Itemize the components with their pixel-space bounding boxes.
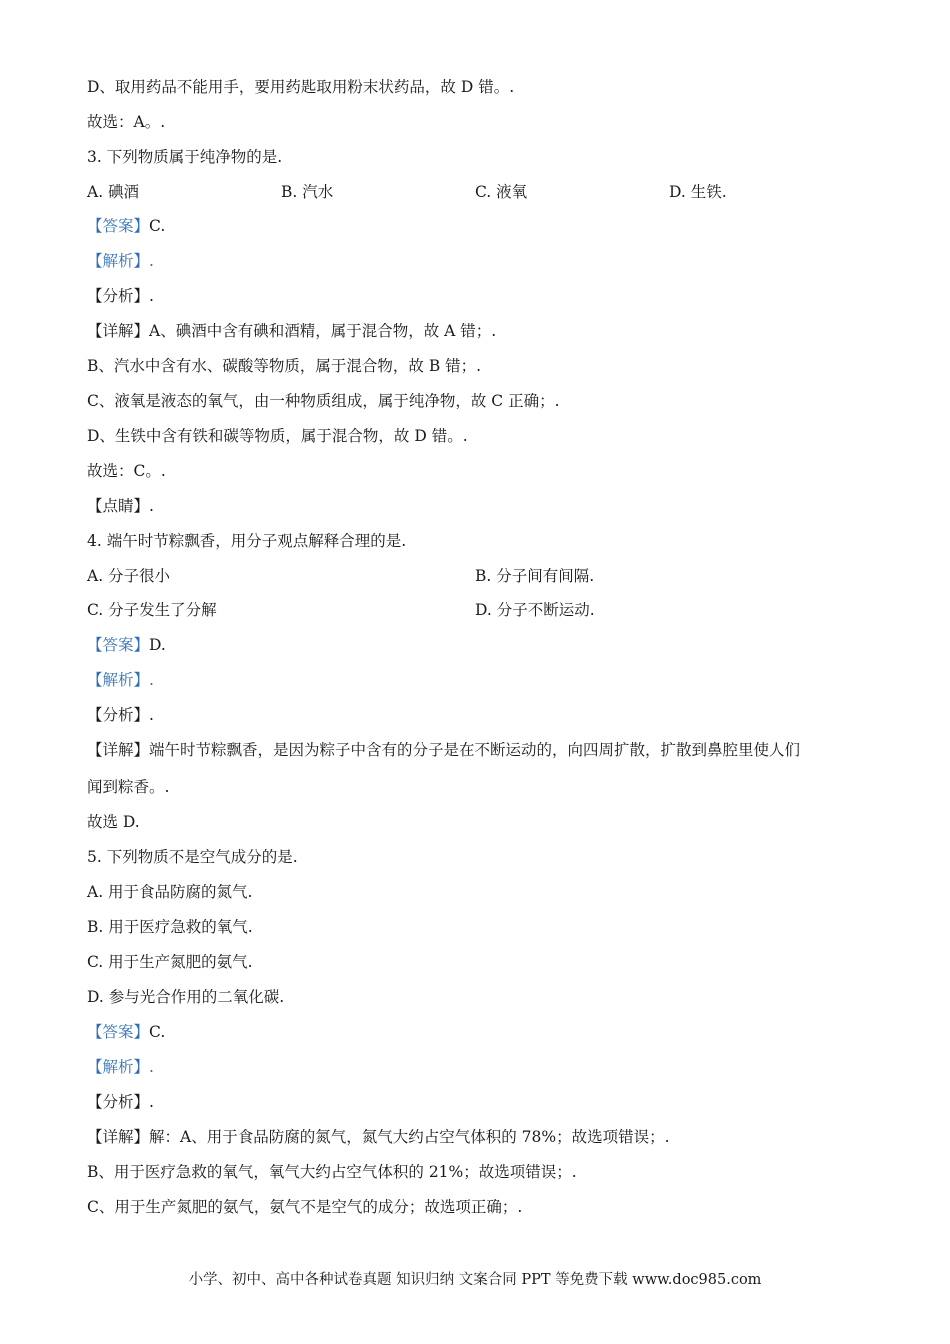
detail-tag: 【详解】 [87, 741, 150, 759]
detail-text: 端午时节粽飘香，是因为粽子中含有的分子是在不断运动的，向四周扩散，扩散到鼻腔里使人们 [149, 741, 801, 759]
q5-option-a: A. 用于食品防腐的氮气. [87, 883, 253, 901]
text-line: B、用于医疗急救的氧气，氧气大约占空气体积的 21%；故选项错误；. [87, 1163, 577, 1181]
detail-tag: 【详解】 [87, 1128, 150, 1146]
q4-option-d: D. 分子不断运动. [475, 601, 595, 619]
q3-answer [87, 216, 165, 236]
q4-fenxi: 【分析】. [87, 706, 154, 724]
answer-tag: 【答案】 [87, 1023, 150, 1041]
q5-option-d: D. 参与光合作用的二氧化碳. [87, 988, 285, 1006]
q3-detail [87, 321, 496, 341]
q4-option-c: C. 分子发生了分解 [87, 601, 217, 619]
text-line: B、汽水中含有水、碳酸等物质，属于混合物，故 B 错；. [87, 357, 482, 375]
q3-dianjing: 【点睛】. [87, 497, 154, 515]
text-line: D、取用药品不能用手，要用药匙取用粉末状药品，故 D 错。. [87, 78, 515, 96]
q4-answer [87, 635, 166, 655]
q3-select: 故选：C。. [87, 462, 166, 480]
question-4: 4. 端午时节粽飘香，用分子观点解释合理的是. [87, 532, 407, 550]
page-footer: 小学、初中、高中各种试卷真题 知识归纳 文案合同 PPT 等免费下载 www.doc985.com [188, 1272, 762, 1288]
detail-tag: 【详解】 [87, 322, 150, 340]
text-line: 闻到粽香。. [87, 778, 170, 796]
answer-value: D. [149, 636, 166, 654]
answer-tag: 【答案】 [87, 217, 150, 235]
q3-option-c: C. 液氧 [475, 183, 528, 201]
detail-text: 解：A、用于食品防腐的氮气，氮气大约占空气体积的 78%；故选项错误；. [149, 1128, 670, 1146]
q4-detail [87, 740, 800, 760]
q4-jiexi: 【解析】. [87, 671, 154, 689]
q4-option-b: B. 分子间有间隔. [475, 567, 595, 585]
answer-value: C. [149, 217, 166, 235]
q5-jiexi: 【解析】. [87, 1058, 154, 1076]
q5-answer [87, 1022, 165, 1042]
question-3: 3. 下列物质属于纯净物的是. [87, 148, 283, 166]
text-line: 故选：A。. [87, 113, 166, 131]
q3-option-b: B. 汽水 [281, 183, 334, 201]
q3-option-d: D. 生铁. [669, 183, 727, 201]
q3-jiexi: 【解析】. [87, 252, 154, 270]
text-line: D、生铁中含有铁和碳等物质，属于混合物，故 D 错。. [87, 427, 468, 445]
q5-detail [87, 1127, 670, 1147]
answer-value: C. [149, 1023, 166, 1041]
q4-select: 故选 D. [87, 813, 140, 831]
question-5: 5. 下列物质不是空气成分的是. [87, 848, 298, 866]
q3-option-a: A. 碘酒 [87, 183, 140, 201]
q5-option-c: C. 用于生产氮肥的氨气. [87, 953, 253, 971]
q5-fenxi: 【分析】. [87, 1093, 154, 1111]
text-line: C、液氧是液态的氧气，由一种物质组成，属于纯净物，故 C 正确；. [87, 392, 560, 410]
q4-option-a: A. 分子很小 [87, 567, 171, 585]
text-line: C、用于生产氮肥的氨气，氨气不是空气的成分；故选项正确；. [87, 1198, 523, 1216]
answer-tag: 【答案】 [87, 636, 150, 654]
q3-fenxi: 【分析】. [87, 287, 154, 305]
q5-option-b: B. 用于医疗急救的氧气. [87, 918, 253, 936]
detail-text: A、碘酒中含有碘和酒精，属于混合物，故 A 错；. [149, 322, 497, 340]
